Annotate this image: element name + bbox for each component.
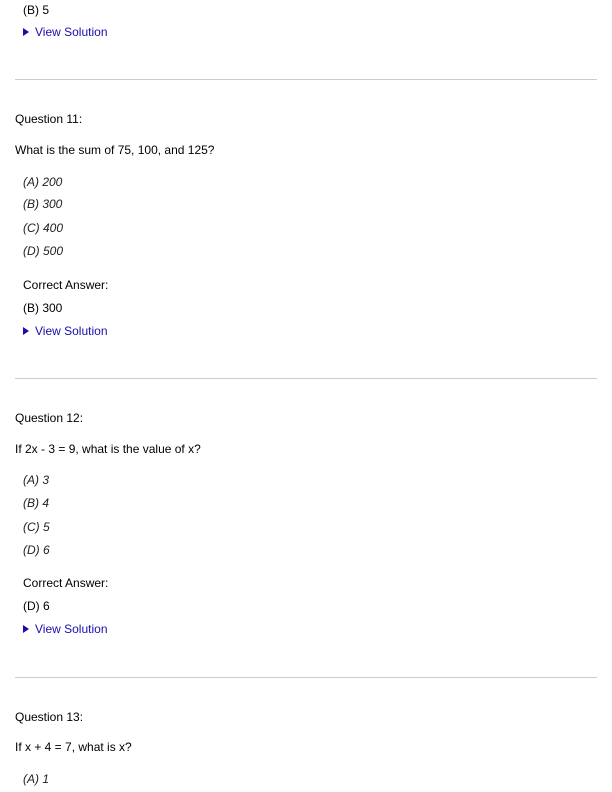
question-12-correct-answer-value: (D) 6: [23, 599, 50, 613]
question-12-option-a: (A) 3: [23, 473, 50, 487]
question-12-view-solution-toggle[interactable]: [23, 622, 108, 636]
question-11-text: What is the sum of 75, 100, and 125?: [15, 143, 215, 157]
triangle-right-icon: [23, 327, 29, 335]
question-divider: [15, 79, 597, 80]
question-12-option-c: (C) 5: [23, 520, 50, 534]
question-11-correct-answer-label: Correct Answer:: [23, 278, 109, 292]
question-12-text: If 2x - 3 = 9, what is the value of x?: [15, 442, 201, 456]
question-13-label: Question 13:: [15, 710, 84, 724]
question-13-text: If x + 4 = 7, what is x?: [15, 740, 132, 754]
question-divider: [15, 378, 597, 379]
question-11-option-d: (D) 500: [23, 244, 64, 258]
question-11-correct-answer-value: (B) 300: [23, 301, 63, 315]
question-12-option-d: (D) 6: [23, 543, 50, 557]
question-divider: [15, 677, 597, 678]
triangle-right-icon: [23, 625, 29, 633]
question-12-label: Question 12:: [15, 411, 84, 425]
prev-view-solution-toggle[interactable]: [23, 25, 108, 39]
question-11-label: Question 11:: [15, 112, 83, 126]
prev-correct-answer-value: (B) 5: [23, 3, 50, 17]
question-11-view-solution-toggle[interactable]: [23, 324, 108, 338]
question-11-option-c: (C) 400: [23, 221, 64, 235]
view-solution-label: View Solution: [35, 25, 108, 39]
question-12-option-b: (B) 4: [23, 496, 50, 510]
view-solution-label: View Solution: [35, 324, 108, 338]
question-11-option-a: (A) 200: [23, 175, 63, 189]
question-11-option-b: (B) 300: [23, 197, 63, 211]
view-solution-label: View Solution: [35, 622, 108, 636]
triangle-right-icon: [23, 28, 29, 36]
question-13-option-a: (A) 1: [23, 772, 50, 786]
question-12-correct-answer-label: Correct Answer:: [23, 576, 109, 590]
